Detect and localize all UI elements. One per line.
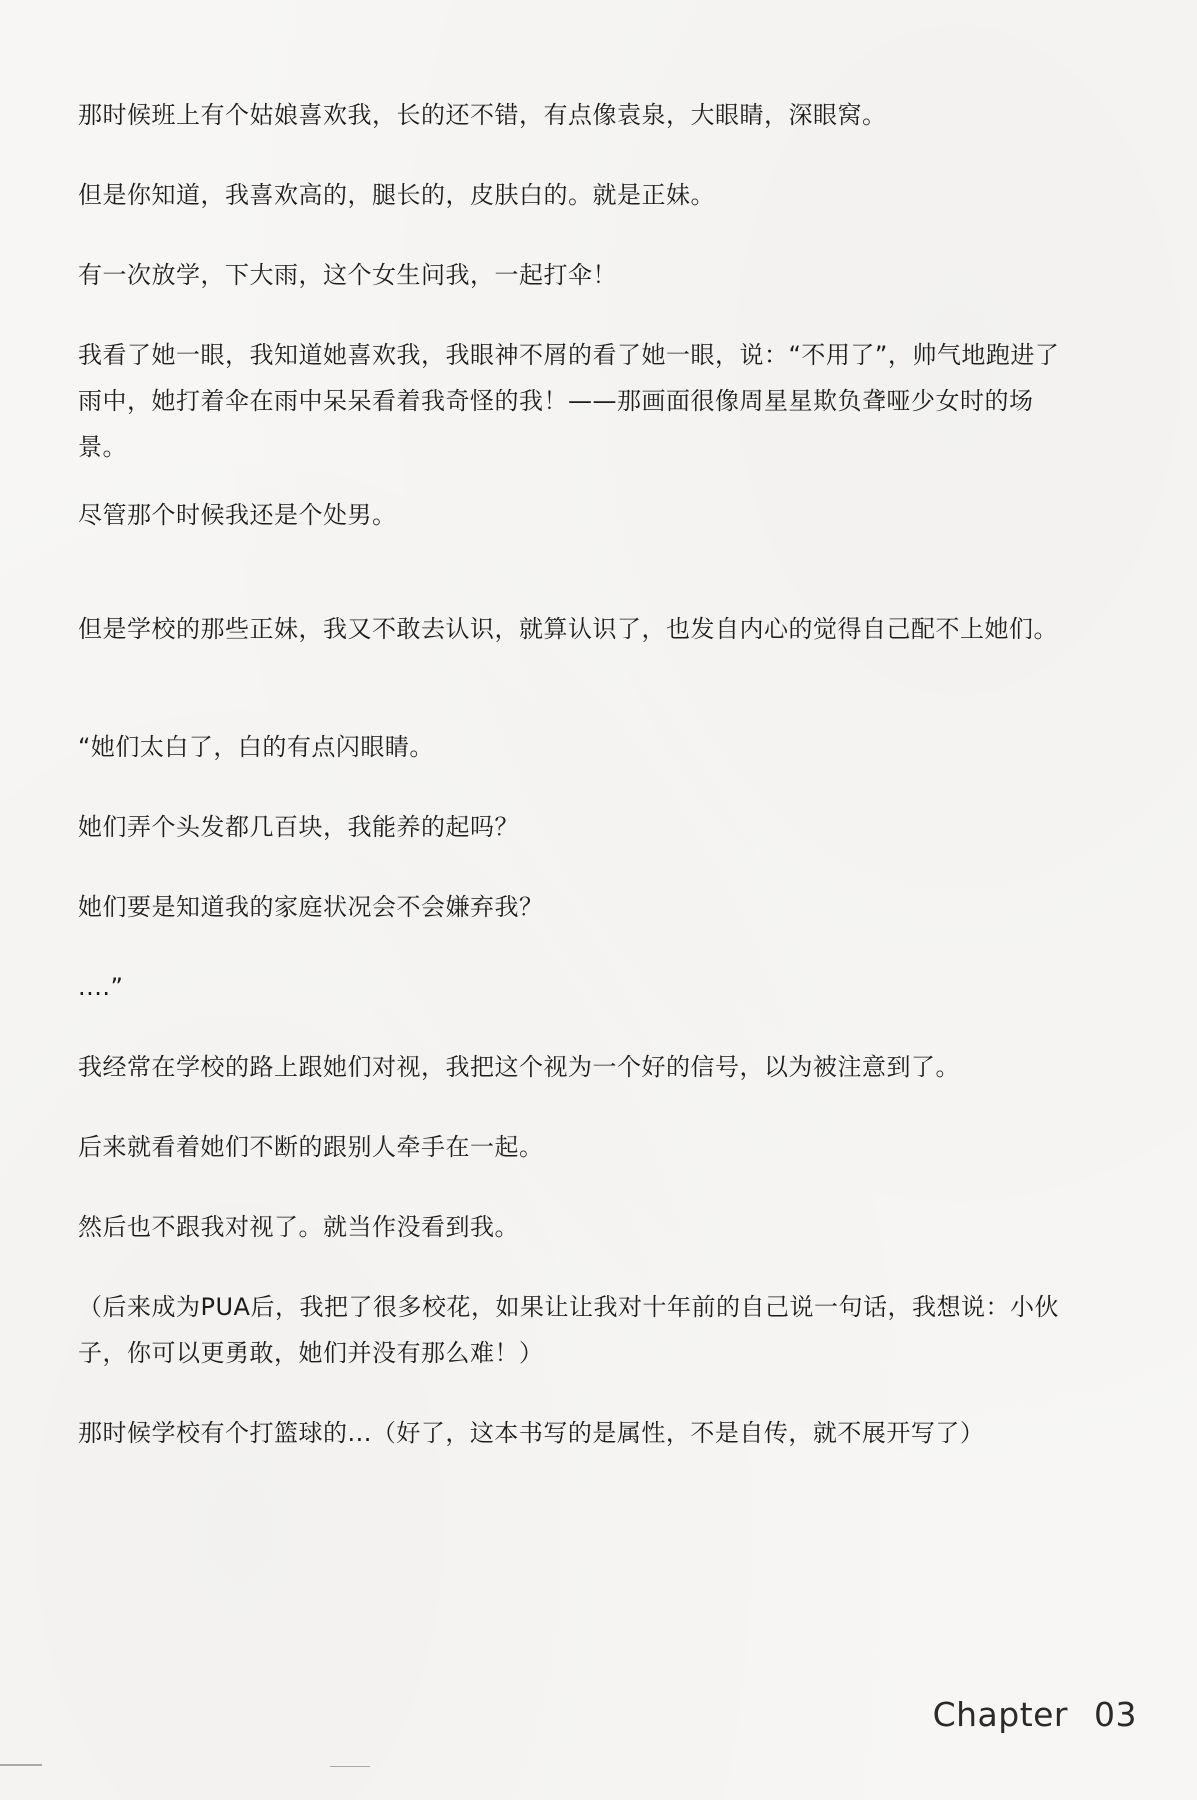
- paragraph-4: 我看了她一眼，我知道她喜欢我，我眼神不屑的看了她一眼，说：“不用了”，帅气地跑进了雨中，她打着伞在雨中呆呆看着我奇怪的我！——那画面很像周星星欺负聋哑少女时的场景。: [78, 341, 1060, 461]
- paragraph-10: ....”: [78, 973, 124, 1001]
- paragraph-1: 那时候班上有个姑娘喜欢我，长的还不错，有点像袁泉，大眼睛，深眼窝。: [78, 101, 887, 129]
- page-footer: [933, 1695, 1137, 1734]
- paragraph-8: 她们弄个头发都几百块，我能养的起吗？: [78, 813, 519, 841]
- paragraph-2: 但是你知道，我喜欢高的，腿长的，皮肤白的。就是正妹。: [78, 181, 715, 209]
- paragraph-15: 那时候学校有个打篮球的...（好了，这本书写的是属性，不是自传，就不展开写了）: [78, 1419, 985, 1447]
- paragraph-7: “她们太白了，白的有点闪眼睛。: [78, 733, 434, 761]
- chapter-number: 03: [1094, 1695, 1137, 1734]
- scan-artifact-center: [330, 1766, 370, 1767]
- paragraph-11: 我经常在学校的路上跟她们对视，我把这个视为一个好的信号，以为被注意到了。: [78, 1053, 960, 1081]
- paragraph-13: 然后也不跟我对视了。就当作没看到我。: [78, 1213, 519, 1241]
- paragraph-5: 尽管那个时候我还是个处男。: [78, 501, 397, 529]
- paragraph-6: 但是学校的那些正妹，我又不敢去认识，就算认识了，也发自内心的觉得自己配不上她们。: [78, 615, 1058, 643]
- paragraph-14: （后来成为PUA后，我把了很多校花，如果让让我对十年前的自己说一句话，我想说：小伙子，你可以更勇敢，她们并没有那么难！）: [78, 1293, 1059, 1367]
- paragraph-9: 她们要是知道我的家庭状况会不会嫌弃我？: [78, 893, 544, 921]
- scan-artifact-left: [0, 1764, 42, 1766]
- paragraph-12: 后来就看着她们不断的跟别人牵手在一起。: [78, 1133, 544, 1161]
- paragraph-3: 有一次放学，下大雨，这个女生问我，一起打伞！: [78, 261, 617, 289]
- chapter-label: Chapter: [932, 1695, 1068, 1734]
